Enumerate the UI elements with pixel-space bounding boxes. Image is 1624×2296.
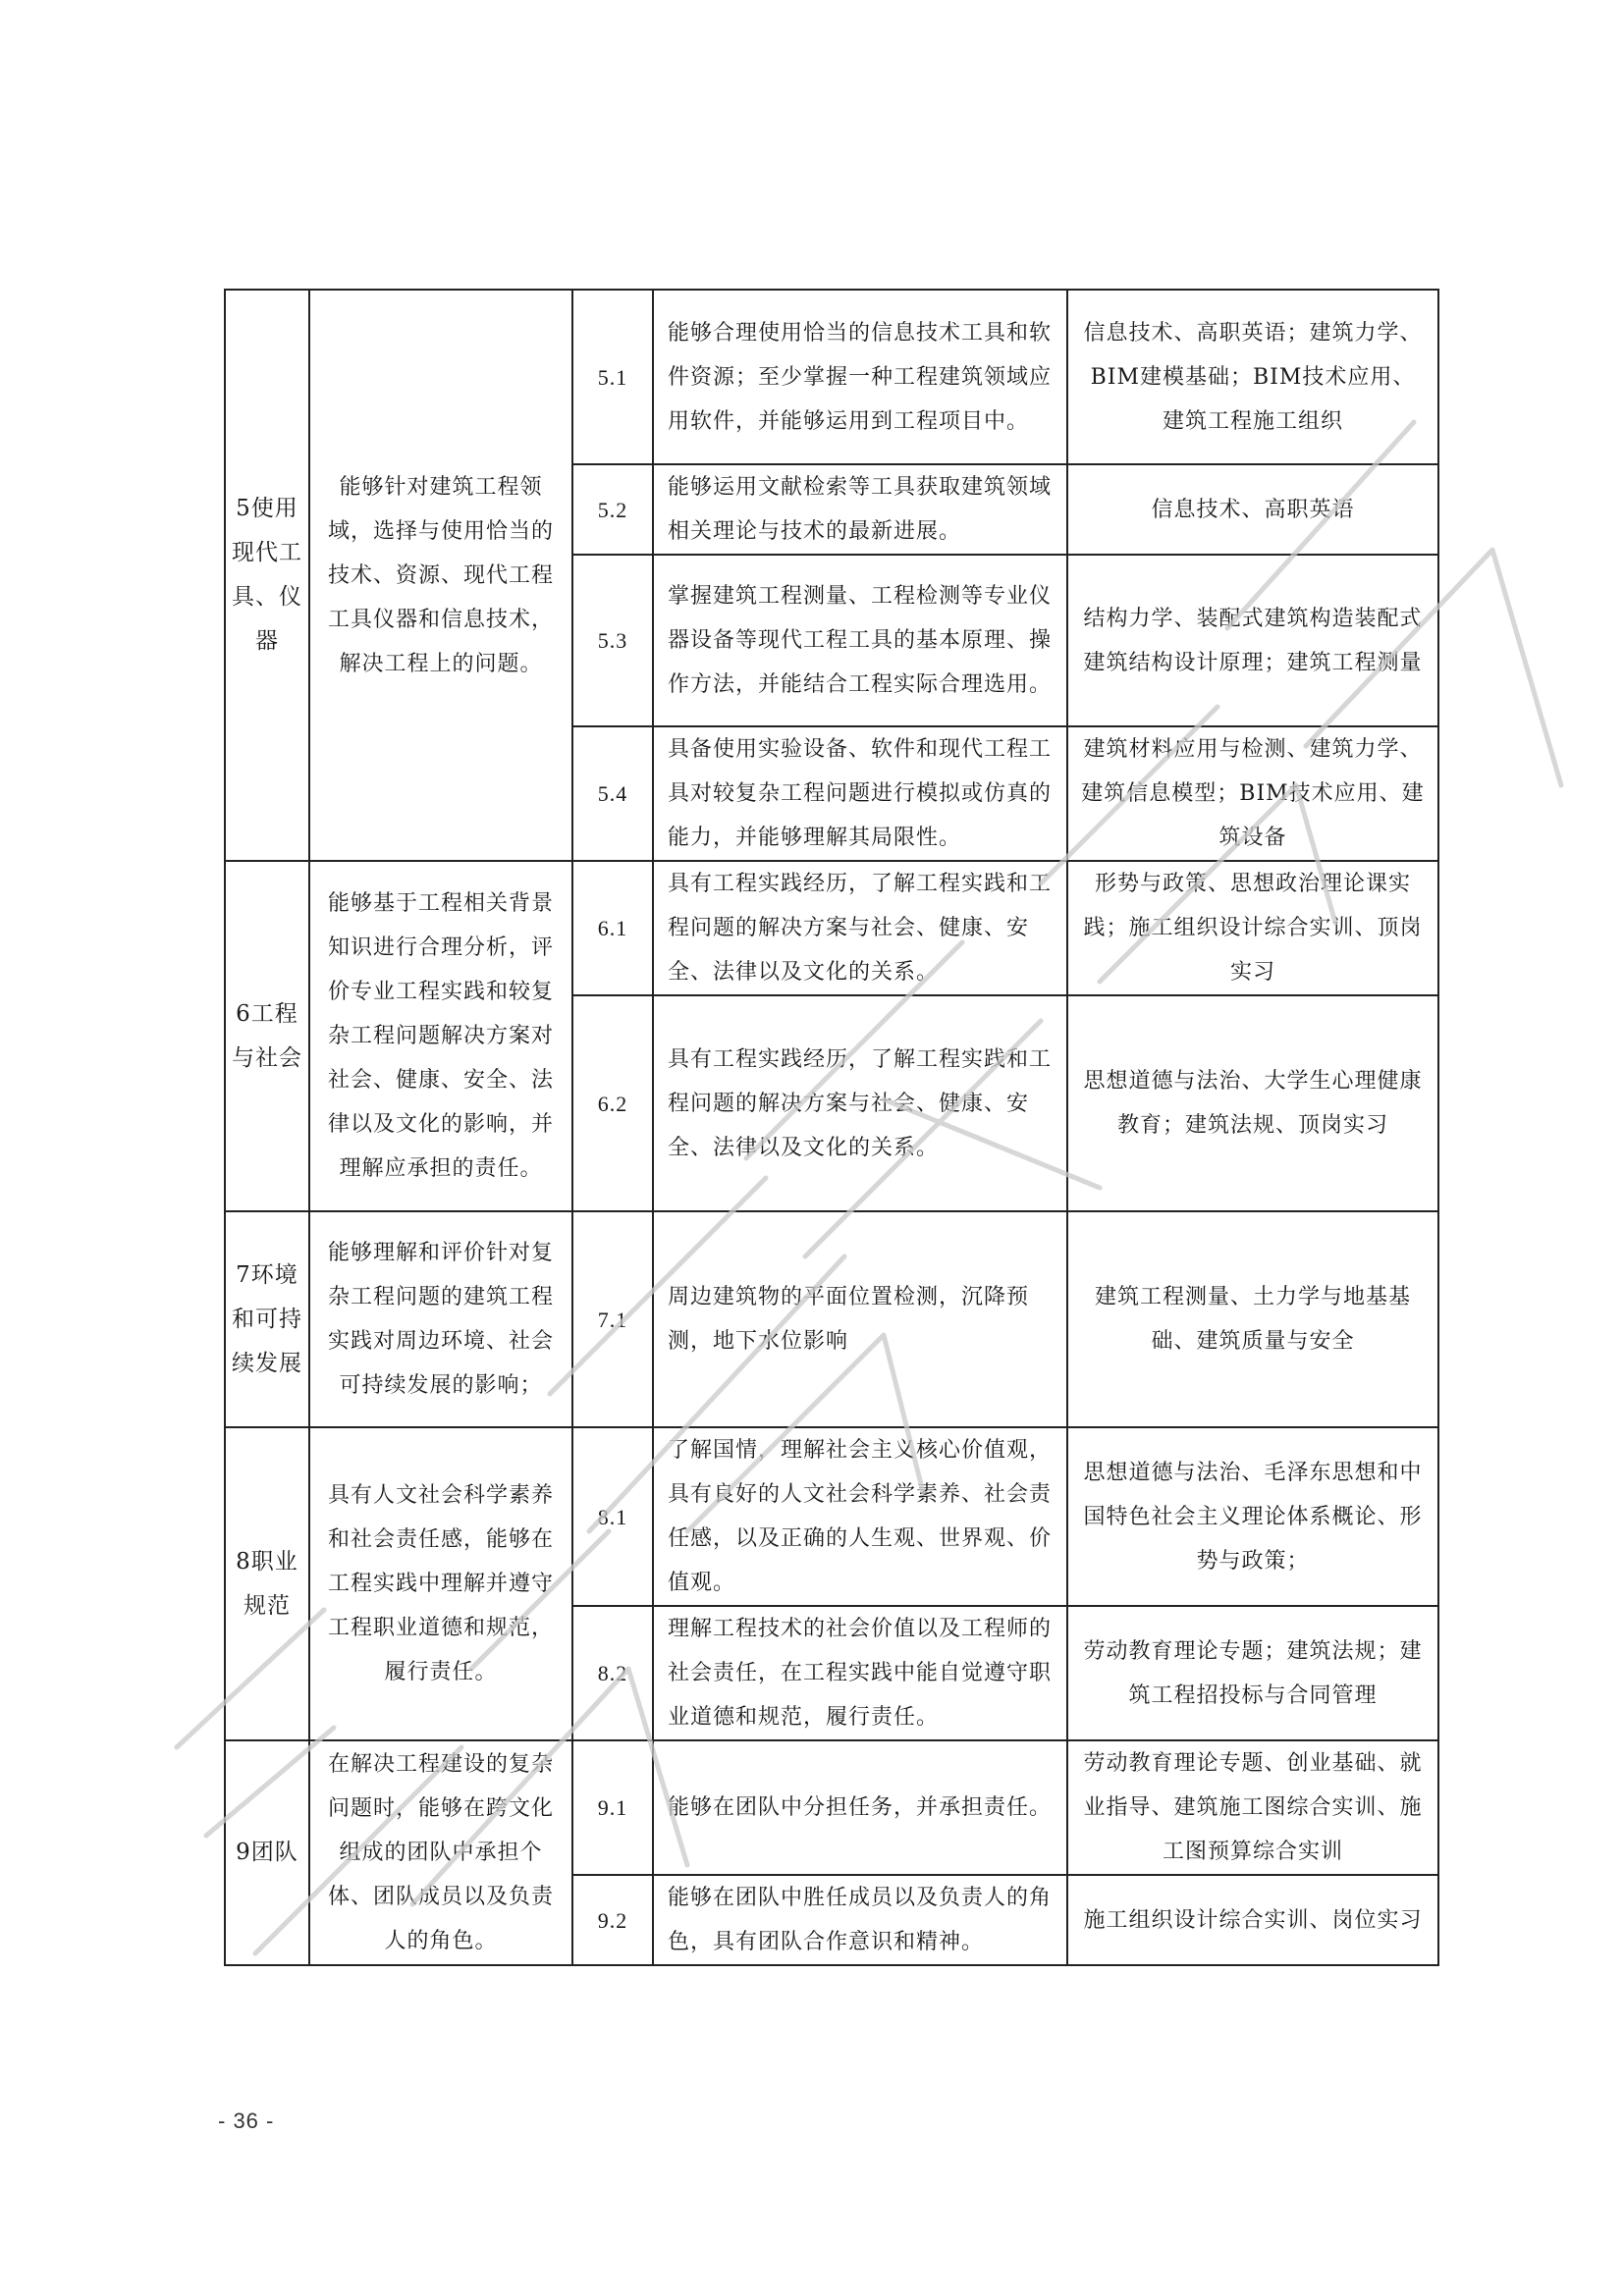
supporting-courses: 建筑材料应用与检测、建筑力学、建筑信息模型；BIM技术应用、建筑设备 <box>1067 726 1438 861</box>
supporting-courses: 信息技术、高职英语；建筑力学、BIM建模基础；BIM技术应用、建筑工程施工组织 <box>1067 290 1438 464</box>
table-row <box>225 861 1438 995</box>
requirement-description: 能够理解和评价针对复杂工程问题的建筑工程实践对周边环境、社会可持续发展的影响； <box>309 1211 572 1427</box>
indicator-number: 5.4 <box>572 726 653 861</box>
table-row <box>225 1427 1438 1606</box>
indicator-text: 周边建筑物的平面位置检测，沉降预测，地下水位影响 <box>653 1211 1067 1427</box>
indicator-text: 理解工程技术的社会价值以及工程师的社会责任，在工程实践中能自觉遵守职业道德和规范，履行责任。 <box>653 1606 1067 1740</box>
requirement-description: 能够针对建筑工程领域，选择与使用恰当的技术、资源、现代工程工具仪器和信息技术，解决工程上的问题。 <box>309 290 572 861</box>
indicator-text: 具有工程实践经历，了解工程实践和工程问题的解决方案与社会、健康、安全、法律以及文化的关系。 <box>653 995 1067 1211</box>
supporting-courses: 信息技术、高职英语 <box>1067 464 1438 555</box>
indicator-number: 8.1 <box>572 1427 653 1606</box>
indicator-number: 5.3 <box>572 555 653 726</box>
indicator-text: 具有工程实践经历，了解工程实践和工程问题的解决方案与社会、健康、安全、法律以及文化的关系。 <box>653 861 1067 995</box>
indicator-text: 能够运用文献检索等工具获取建筑领域相关理论与技术的最新进展。 <box>653 464 1067 555</box>
supporting-courses: 思想道德与法治、大学生心理健康教育；建筑法规、顶岗实习 <box>1067 995 1438 1211</box>
supporting-courses: 形势与政策、思想政治理论课实践；施工组织设计综合实训、顶岗实习 <box>1067 861 1438 995</box>
indicator-number: 6.1 <box>572 861 653 995</box>
supporting-courses: 劳动教育理论专题、创业基础、就业指导、建筑施工图综合实训、施工图预算综合实训 <box>1067 1740 1438 1875</box>
supporting-courses: 结构力学、装配式建筑构造装配式建筑结构设计原理；建筑工程测量 <box>1067 555 1438 726</box>
indicator-text: 掌握建筑工程测量、工程检测等专业仪器设备等现代工程工具的基本原理、操作方法，并能结合工程实际合理选用。 <box>653 555 1067 726</box>
category-cell: 7环境和可持续发展 <box>225 1211 309 1427</box>
category-cell: 6工程与社会 <box>225 861 309 1211</box>
requirement-description: 在解决工程建设的复杂问题时，能够在跨文化组成的团队中承担个体、团队成员以及负责人的角色。 <box>309 1740 572 1965</box>
supporting-courses: 建筑工程测量、土力学与地基基础、建筑质量与安全 <box>1067 1211 1438 1427</box>
indicator-text: 能够合理使用恰当的信息技术工具和软件资源；至少掌握一种工程建筑领域应用软件，并能够运用到工程项目中。 <box>653 290 1067 464</box>
indicator-number: 6.2 <box>572 995 653 1211</box>
indicator-text: 了解国情，理解社会主义核心价值观，具有良好的人文社会科学素养、社会责任感，以及正确的人生观、世界观、价值观。 <box>653 1427 1067 1606</box>
indicator-text: 具备使用实验设备、软件和现代工程工具对较复杂工程问题进行模拟或仿真的能力，并能够理解其局限性。 <box>653 726 1067 861</box>
table-row <box>225 1740 1438 1875</box>
page-number: - 36 - <box>218 2109 275 2133</box>
table-row <box>225 1211 1438 1427</box>
category-cell: 8职业规范 <box>225 1427 309 1740</box>
indicator-text: 能够在团队中分担任务，并承担责任。 <box>653 1740 1067 1875</box>
supporting-courses: 劳动教育理论专题；建筑法规；建筑工程招投标与合同管理 <box>1067 1606 1438 1740</box>
indicator-number: 5.2 <box>572 464 653 555</box>
indicator-number: 9.1 <box>572 1740 653 1875</box>
requirement-description: 具有人文社会科学素养和社会责任感，能够在工程实践中理解并遵守工程职业道德和规范，履行责任。 <box>309 1427 572 1740</box>
supporting-courses: 思想道德与法治、毛泽东思想和中国特色社会主义理论体系概论、形势与政策； <box>1067 1427 1438 1606</box>
category-cell: 5使用现代工具、仪器 <box>225 290 309 861</box>
requirement-description: 能够基于工程相关背景知识进行合理分析，评价专业工程实践和较复杂工程问题解决方案对社会、健康、安全、法律以及文化的影响，并理解应承担的责任。 <box>309 861 572 1211</box>
indicator-text: 能够在团队中胜任成员以及负责人的角色，具有团队合作意识和精神。 <box>653 1875 1067 1965</box>
table-row <box>225 290 1438 464</box>
category-cell: 9团队 <box>225 1740 309 1965</box>
indicator-number: 9.2 <box>572 1875 653 1965</box>
graduation-requirements-table <box>224 289 1439 1966</box>
indicator-number: 8.2 <box>572 1606 653 1740</box>
supporting-courses: 施工组织设计综合实训、岗位实习 <box>1067 1875 1438 1965</box>
indicator-number: 7.1 <box>572 1211 653 1427</box>
indicator-number: 5.1 <box>572 290 653 464</box>
